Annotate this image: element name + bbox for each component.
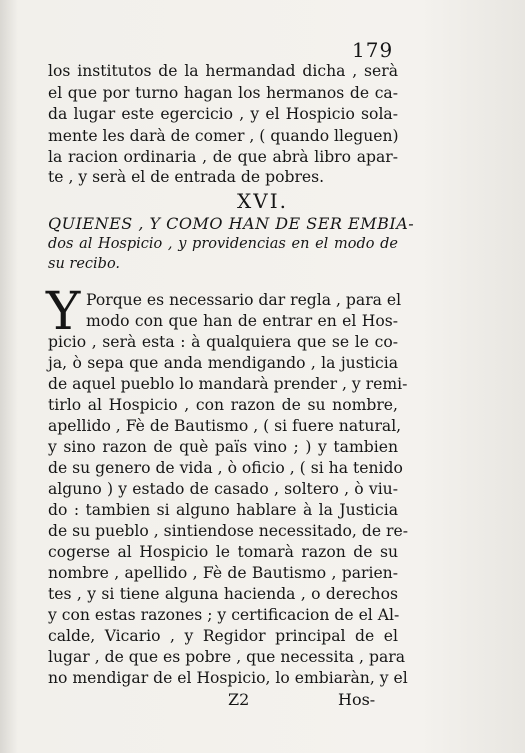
text-line: tirlo al Hospicio , con razon de su nombre,: [48, 396, 398, 414]
text-line: los institutos de la hermandad dicha , serà: [48, 62, 398, 80]
heading-line: dos al Hospicio , y providencias en el modo de: [48, 236, 398, 252]
text-line: el que por turno hagan los hermanos de ca-: [48, 84, 398, 102]
text-line: de su genero de vida , ò oficio , ( si ha tenido: [48, 459, 403, 477]
text-line: no mendigar de el Hospicio, lo embiaràn, y el: [48, 669, 408, 687]
page-number: 179: [352, 38, 394, 62]
text-line: lugar , de que es pobre , que necessita , para: [48, 648, 406, 666]
text-line: do : tambien si alguno hablare à la Justicia: [48, 501, 398, 519]
text-line: alguno ) y estado de casado , soltero , ò viu-: [48, 480, 398, 498]
text-line: ja, ò sepa que anda mendigando , la justicia: [48, 354, 398, 372]
text-line: cogerse al Hospicio le tomarà razon de su: [48, 543, 398, 561]
text-line: tes , y si tiene alguna hacienda , o derechos: [48, 585, 398, 603]
text-line: de su pueblo , sintiendose necessitado, de re-: [48, 522, 408, 540]
text-line: picio , serà esta : à qualquiera que se le co-: [48, 333, 398, 351]
text-line: calde, Vicario , y Regidor principal de el: [48, 627, 398, 645]
heading-line: su recibo.: [48, 256, 121, 272]
text-line: la racion ordinaria , de que abrà libro apar-: [48, 148, 398, 166]
heading-line: QUIENES , Y COMO HAN DE SER EMBIA-: [48, 214, 415, 233]
text-line: te , y serà el de entrada de pobres.: [48, 168, 325, 186]
text-line: y sino razon de què païs vino ; ) y tambien: [48, 438, 398, 456]
text-line: de aquel pueblo lo mandarà prender , y remi-: [48, 375, 408, 393]
drop-cap: Y: [46, 282, 81, 342]
text-line: da lugar este egercicio , y el Hospicio sola-: [48, 105, 398, 123]
text-line: y con estas razones ; y certificacion de el Al-: [48, 606, 400, 624]
text-line: modo con que han de entrar en el Hos-: [86, 312, 398, 330]
text-line: mente les darà de comer , ( quando lleguen): [48, 127, 399, 145]
catchword: Hos-: [338, 690, 376, 709]
text-line: apellido , Fè de Bautismo , ( si fuere natural,: [48, 417, 402, 435]
signature-mark: Z2: [228, 690, 250, 709]
section-number: XVI.: [237, 189, 288, 213]
text-line: nombre , apellido , Fè de Bautismo , parien-: [48, 564, 398, 582]
text-line: Porque es necessario dar regla , para el: [86, 291, 402, 309]
